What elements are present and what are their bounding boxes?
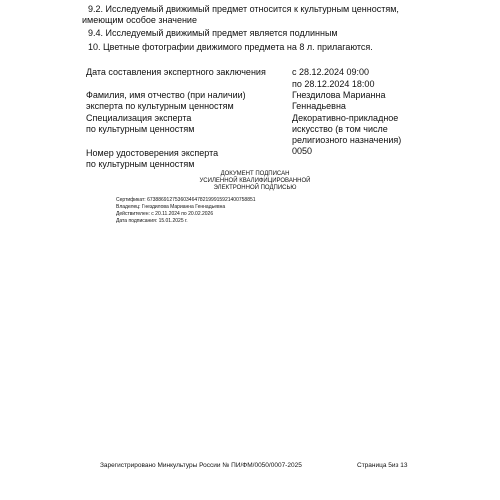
expert-name-label-line-1: Фамилия, имя отчество (при наличии)	[86, 90, 246, 100]
conclusion-9-2-line-2: имеющим особое значение	[82, 15, 197, 25]
signature-owner: Владелец: Гнездилова Марианна Геннадьевна	[116, 204, 226, 210]
specialization-value-line-3: религиозного назначения)	[292, 135, 402, 145]
date-label: Дата составления экспертного заключения	[86, 67, 266, 77]
signature-stamp-header-1: ДОКУМЕНТ ПОДПИСАН	[220, 171, 290, 177]
footer-registration: Зарегистрировано Минкультуры России № ПИ/ФМ/0050/0007-2025	[100, 462, 302, 469]
specialization-value-line-2: искусство (в том числе	[292, 124, 388, 134]
expert-name-label-line-2: эксперта по культурным ценностям	[86, 101, 234, 111]
signature-validity: Действителен: с 20.11.2024 по 20.02.2026	[116, 211, 214, 217]
conclusion-9-2-line-1: 9.2. Исследуемый движимый предмет относится к культурным ценностям,	[88, 4, 399, 14]
conclusion-9-4: 9.4. Исследуемый движимый предмет является подлинным	[88, 28, 338, 38]
signature-date: Дата подписания: 15.01.2025 г.	[116, 218, 188, 224]
signature-stamp-header-2: УСИЛЕННОЙ КВАЛИФИЦИРОВАННОЙ	[199, 178, 311, 184]
specialization-label-line-1: Специализация эксперта	[86, 113, 192, 123]
signature-stamp-header-3: ЭЛЕКТРОННОЙ ПОДПИСЬЮ	[213, 185, 297, 191]
specialization-label-line-2: по культурным ценностям	[86, 124, 195, 134]
certificate-number-label-line-1: Номер удостоверения эксперта	[86, 148, 219, 158]
conclusion-10: 10. Цветные фотографии движимого предмета на 8 л. прилагаются.	[88, 42, 373, 52]
signature-certificate: Сертификат: 6738869127536034647821999159214007588​51	[116, 197, 256, 203]
certificate-number-value: 0050	[292, 146, 313, 156]
specialization-value-line-1: Декоративно-прикладное	[292, 113, 399, 123]
footer-page-number: Страница 5из 13	[357, 462, 408, 469]
date-to-value: по 28.12.2024 18:00	[292, 79, 375, 89]
certificate-number-label-line-2: по культурным ценностям	[86, 159, 195, 169]
date-from-value: с 28.12.2024 09:00	[292, 67, 370, 77]
expert-name-value-line-2: Геннадьевна	[292, 101, 346, 111]
expert-name-value-line-1: Гнездилова Марианна	[292, 90, 386, 100]
